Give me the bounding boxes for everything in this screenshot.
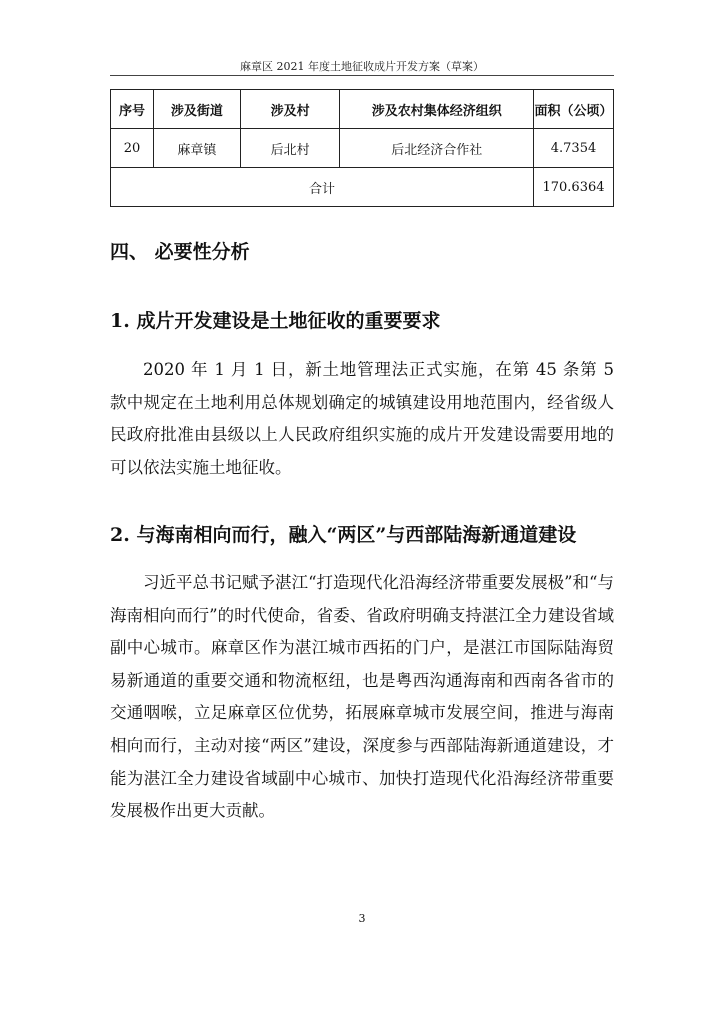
subsection-1-title: 1. 成片开发建设是土地征收的重要要求 xyxy=(110,310,441,332)
page-header: 麻章区 2021 年度土地征收成片开发方案（草案） xyxy=(240,60,484,73)
table-total-row xyxy=(111,168,614,207)
column-header: 涉及村 xyxy=(240,90,340,129)
column-header: 面积（公顷） xyxy=(534,90,614,129)
subsection-2-paragraph: 习近平总书记赋予湛江“打造现代化沿海经济带重要发展极”和“与海南相向而行”的时代使命，省委、省政府明确支持湛江全力建设省域副中心城市。麻章区作为湛江城市西拓的门户，是湛江市国际陆海贸易新通道的重要交通和物流枢纽，也是粤西沟通海南和西南各省市的交通咽喉，立足麻章区位优势，拓展麻章城市发展空间，推进与海南相向而行，主动对接“两区”建设，深度参与西部陆海新通道建设，才能为湛江全力建设省域副中心城市、加快打造现代化沿海经济带重要发展极作出更大贡献。 xyxy=(110,573,614,821)
total-label: 合计 xyxy=(111,168,534,207)
table-row xyxy=(111,129,614,168)
cell-org: 后北经济合作社 xyxy=(340,129,534,168)
subsection-2-title: 2. 与海南相向而行，融入“两区”与西部陆海新通道建设 xyxy=(110,524,577,546)
land-table xyxy=(110,89,614,207)
cell-area: 4.7354 xyxy=(534,129,614,168)
cell-street: 麻章镇 xyxy=(153,129,240,168)
section-title: 四、 必要性分析 xyxy=(110,241,250,263)
subsection-1-paragraph: 2020 年 1 月 1 日，新土地管理法正式实施，在第 45 条第 5 款中规定在土地利用总体规划确定的城镇建设用地范围内，经省级人民政府批准由县级以上人民政府组织实施的成片开发建设需要用地的可以依法实施土地征收。 xyxy=(110,360,614,477)
total-value: 170.6364 xyxy=(534,168,614,207)
header-rule xyxy=(110,75,614,76)
cell-no: 20 xyxy=(111,129,154,168)
cell-village: 后北村 xyxy=(240,129,340,168)
column-header: 序号 xyxy=(111,90,154,129)
table-header-row xyxy=(111,90,614,129)
page-number: 3 xyxy=(358,912,366,925)
column-header: 涉及农村集体经济组织 xyxy=(340,90,534,129)
column-header: 涉及街道 xyxy=(153,90,240,129)
